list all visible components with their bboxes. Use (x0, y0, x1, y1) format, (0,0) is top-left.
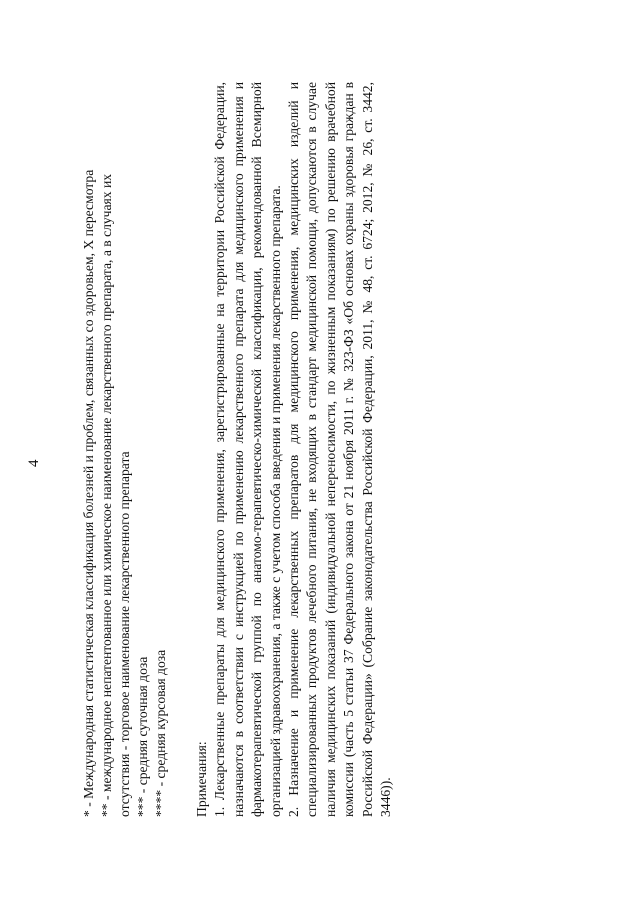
footnote-inn-continued: отсутствия - торговое наименование лекарственного препарата (117, 451, 132, 817)
notes-heading: Примечания: (194, 741, 209, 817)
note-item-1: 1. Лекарственные препараты для медицинского применения, зарегистрированные на территории Российской Федерации, назначаются в соответствии с инструкцией по применению лекарственного препарата для медицинского применения и фармакотерапевтической группой по анатомо-терапевтическо-химической классификации, рекомендованной Всемирной организацией здравоохранения, а также с учетом способа введения и применения лекарственного препарата. (212, 82, 283, 817)
page-number: 4 (26, 459, 42, 467)
note-item-2: 2. Назначение и применение лекарственных препаратов для медицинского применения, медицинских изделий и специализированных продуктов лечебного питания, не входящих в стандарт медицинской помощи, допускаются в случае наличия медицинских показаний (индивидуальной непереносимости, по жизненным показаниям) по решению врачебной комиссии (часть 5 статьи 37 Федерального закона от 21 ноября 2011 г. № 323-ФЗ «Об основах охраны здоровья граждан в Российской Федерации» (Собрание законодательства Российской Федерации, 2011, № 48, ст. 6724; 2012, № 26, ст. 3442, 3446)). (286, 82, 394, 817)
footnote-course-dose: **** - средняя курсовая доза (153, 649, 168, 817)
footnote-daily-dose: *** - средняя суточная доза (135, 656, 150, 817)
footnote-icd: * - Международная статистическая классификация болезней и проблем, связанных со здоровьем, X пересмотра (81, 169, 96, 817)
footnote-inn: ** - международное непатентованное или химическое наименование лекарственного препарата, а в случаях их (99, 173, 114, 817)
notes-section (193, 82, 395, 817)
